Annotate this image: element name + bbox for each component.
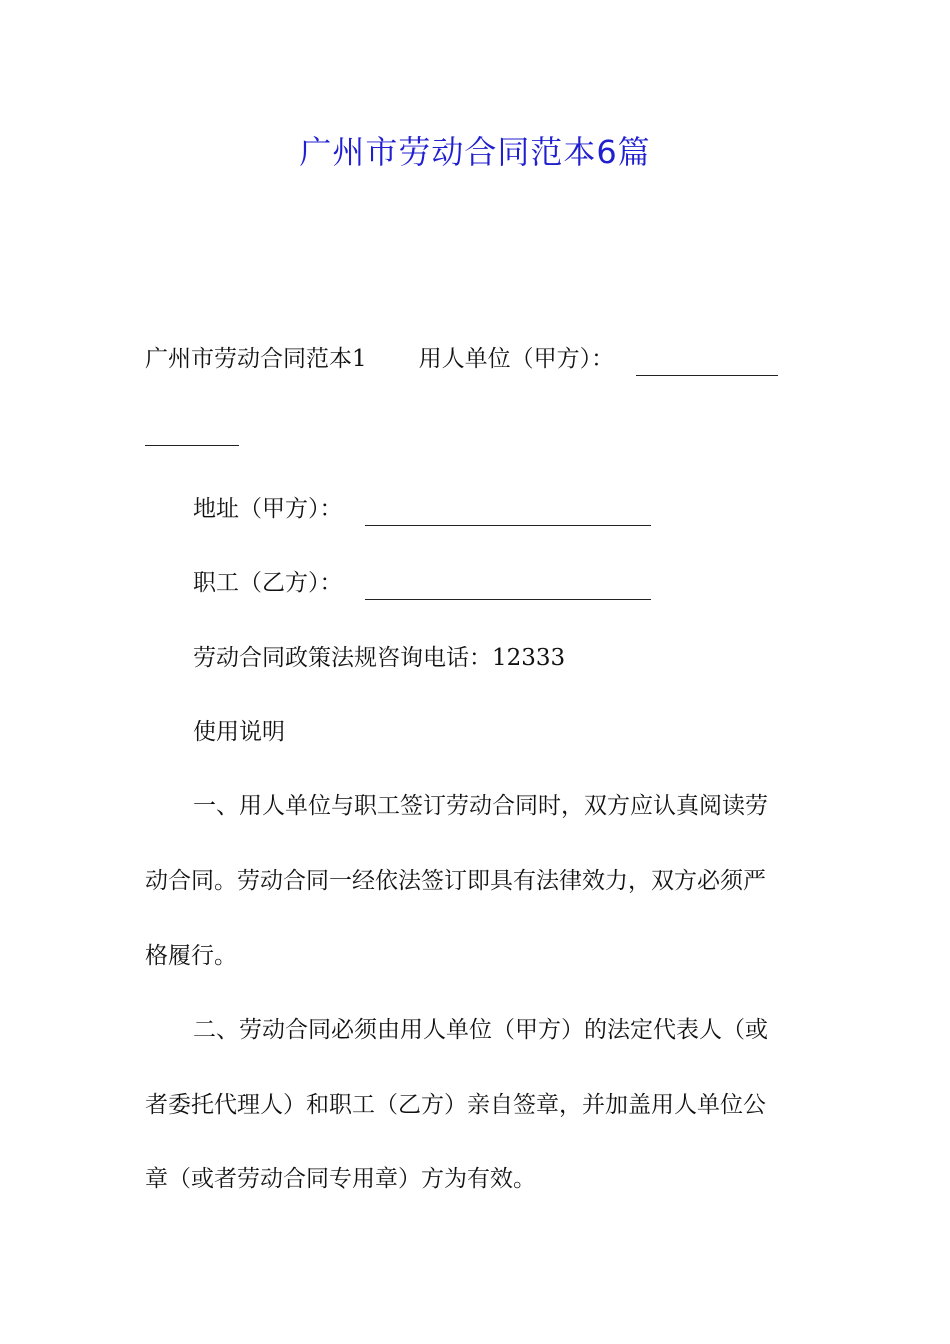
employee-blank [365, 577, 651, 600]
employee-label: 职工（乙方）： [193, 570, 343, 596]
para2-line3: 章（或者劳动合同专用章）方为有效。 [145, 1166, 536, 1192]
para2-line1: 二、劳动合同必须由用人单位（甲方）的法定代表人（或 [193, 1017, 768, 1043]
address-blank [365, 503, 651, 526]
employer-blank [636, 353, 778, 376]
document-title: 广州市劳动合同范本6篇 [299, 133, 651, 171]
usage-heading: 使用说明 [193, 719, 285, 745]
para1-line1: 一、用人单位与职工签订劳动合同时，双方应认真阅读劳 [193, 793, 768, 819]
address-line [193, 492, 651, 526]
employer-label: 用人单位（甲方）： [418, 346, 615, 372]
para1-line3: 格履行。 [145, 943, 237, 969]
section-heading: 广州市劳动合同范本1 [145, 346, 367, 372]
employer-blank-2 [145, 423, 239, 446]
heading-employer-line [145, 342, 778, 376]
hotline-text: 劳动合同政策法规咨询电话：12333 [193, 645, 566, 671]
address-label: 地址（甲方）： [193, 496, 343, 522]
para1-line2: 动合同。劳动合同一经依法签订即具有法律效力，双方必须严 [145, 868, 766, 894]
para2-line2: 者委托代理人）和职工（乙方）亲自签章，并加盖用人单位公 [145, 1092, 766, 1118]
employer-blank-continued [145, 412, 239, 446]
employee-line [193, 566, 651, 600]
